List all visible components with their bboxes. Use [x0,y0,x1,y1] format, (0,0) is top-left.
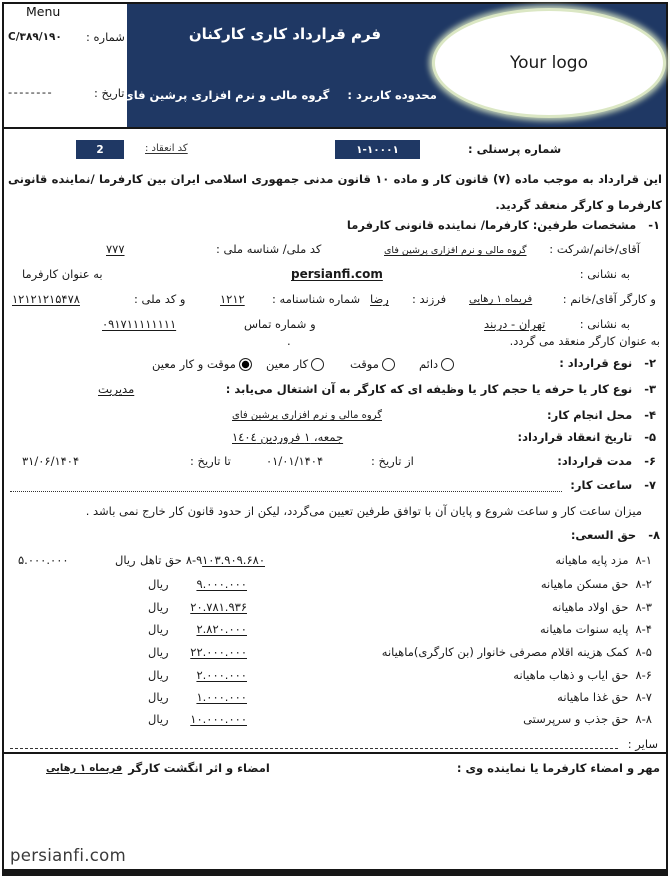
salary-item [513,668,652,682]
radio-option-daem[interactable] [419,357,454,371]
hours-note: میزان ساعت کار و ساعت شروع و پایان آن با توافق طرفین تعیین می‌گردد، لیکن از حدود قانون کار خارج نمی باشد . [85,504,642,518]
salary-amount: ۹.۰۰۰.۰۰۰ [196,577,247,591]
phone-label: و شماره تماس [244,317,316,331]
section6-row [4,454,666,472]
radio-icon[interactable] [382,358,395,371]
section5-number: ۵- [644,430,656,444]
section2-title: نوع قرارداد : [559,356,633,370]
radio-option-kar-moayyan[interactable] [266,357,324,371]
salary-item-label: پایه سنوات ماهیانه [539,622,629,636]
section2-row [4,356,666,374]
stray-period: . [287,334,291,348]
salary-item-number: ۸-۶ [635,668,652,682]
logo-text: Your logo [509,53,588,73]
section7-number: ۷- [644,478,656,492]
salary-item-number: ۸-۸ [635,712,652,726]
salary-amount: ۲.۰۰۰.۰۰۰ [196,668,247,682]
section5-heading [517,430,656,444]
to-date-label: تا تاریخ : [190,454,231,468]
intro-paragraph: این قرارداد به موجب ماده (۷) قانون کار و ماده ۱۰ قانون مدنی جمهوری اسلامی ایران بین کارفرما /نماینده قانونی کارفرما و کارگر منعقد گردید. [8,172,663,212]
radio-label: موقت و کار معین [152,357,236,371]
section6-heading [557,454,656,468]
section3-row [4,382,666,400]
salary-item [541,577,652,591]
salary-item-number: ۸-۱ [635,553,652,567]
radio-label: دائم [419,357,439,371]
personnel-number-label: شماره پرسنلی : [468,142,562,156]
doc-number-value: C/۳۸۹/۱۹۰ [8,31,62,43]
salary-item [555,553,652,567]
worker-address-value: تهران - دربند [484,317,546,331]
salary-row [4,645,666,663]
salary-item-label: حق مسکن ماهیانه [540,577,629,591]
doc-number-label: شماره : [86,30,125,44]
scope-value: گروه مالی و نرم افزاری پرشین فای [123,88,330,102]
from-date-value: ۰۱/۰۱/۱۴۰۴ [266,454,324,468]
phone-value: ۰۹۱۷۱۱۱۱۱۱۱۱ [102,317,177,331]
section5-row [4,430,666,448]
salary-amount: ۱۰.۰۰۰.۰۰۰ [190,712,247,726]
watermark-text: persianfi.com [10,846,126,865]
salary-item [552,600,652,614]
marriage-allowance-amount: ۵.۰۰۰.۰۰۰ [18,553,69,567]
father-value: رضا [370,292,389,306]
salary-item-number: ۸-۲ [635,577,652,591]
doc-date-label: تاریخ : [94,86,125,100]
section1-title: مشخصات طرفین: کارفرما/ نماینده قانونی کارفرما [346,218,637,232]
conclusion-code-label: کد انعقاد : [145,143,188,154]
salary-amount: ۲۲.۰۰۰.۰۰۰ [190,645,247,659]
employer-address-value: persianfi.com [291,267,383,281]
from-date-label: از تاریخ : [371,454,414,468]
salary-row [4,577,666,595]
section2-heading [559,356,656,370]
worker-label: و کارگر آقای/خانم : [562,292,656,306]
worker-address-label: به نشانی : [579,317,630,331]
salary-item-label: مزد پایه ماهیانه [555,553,629,567]
as-employer-text: به عنوان کارفرما [22,267,103,281]
marriage-allowance-number: ۸-۹ [185,553,203,567]
salary-amount: ۱۰۳.۹۰۹.۶۸۰ [202,553,265,567]
section1-number: ۱- [648,218,660,232]
job-type-value: مدیریت [98,382,135,396]
section6-title: مدت قرارداد: [557,454,633,468]
salary-row [4,668,666,686]
section4-row [4,408,666,426]
doc-date-value: -------- [8,85,54,99]
page-title: فرم قرارداد کاری کارکنان [188,25,382,43]
header-divider [2,127,668,129]
worker-signature [46,761,270,775]
section3-heading [226,382,656,396]
salary-item-number: ۸-۷ [635,690,652,704]
section2-number: ۲- [644,356,656,370]
worker-name-value: فریماه ۱ رهایی [469,294,533,305]
salary-item [540,622,652,636]
salary-amount: ۱.۰۰۰.۰۰۰ [196,690,247,704]
party-row-company [4,242,666,260]
work-place-value: گروه مالی و نرم افزاری پرشین فای [232,410,382,421]
salary-item [557,690,652,704]
currency-label: ریال [148,577,169,591]
salary-item-number: ۸-۴ [635,622,652,636]
salary-row [4,622,666,640]
section7-row [4,478,666,496]
currency-label: ریال [115,553,136,567]
national-id-value: ۷۷۷ [106,242,125,256]
conclusion-code-badge: 2 [76,140,124,159]
salary-item-label: حق اولاد ماهیانه [551,600,629,614]
currency-label: ریال [148,668,169,682]
salary-amount: ۲۰.۷۸۱.۹۳۶ [190,600,247,614]
party-row-worker-address [4,317,666,335]
birth-cert-label: شماره شناسنامه : [272,292,361,306]
salary-row [4,553,666,571]
marriage-allowance-label: حق تاهل [140,553,182,567]
salary-item [523,712,652,726]
section7-heading [570,478,656,492]
section4-title: محل انجام کار: [546,408,633,422]
party-row-address [4,267,666,285]
section5-title: تاریخ انعقاد قرارداد: [517,430,633,444]
father-label: فرزند : [412,292,447,306]
menu-button[interactable]: Menu [26,4,61,19]
employer-signature-label: مهر و امضاء کارفرما یا نماینده وی : [456,761,660,775]
birth-cert-value: ۱۲۱۲ [220,292,245,306]
conclusion-date-value: جمعه، ١ فروردین ١٤٠٤ [232,430,344,444]
section7-title: ساعت کار: [570,478,633,492]
other-label: سایر : [627,737,658,751]
section3-title: نوع کار یا حرفه یا حجم کار یا وظیفه ای که کارگر به آن اشتغال می‌یابد : [225,382,633,396]
company-label: آقای/خانم/شرکت : [549,242,640,256]
salary-row [4,690,666,708]
footer-divider [2,752,668,754]
personnel-number-badge: ۱-۱۰۰۰۱ [335,140,420,159]
radio-icon[interactable] [311,358,324,371]
section8-title: حق السعی: [570,528,637,542]
currency-label: ریال [148,600,169,614]
section1-heading [347,218,660,232]
salary-item-label: حق غذا ماهیانه [557,690,629,704]
section4-heading [547,408,656,422]
section6-number: ۶- [644,454,656,468]
salary-item-number: ۸-۳ [635,600,652,614]
salary-item-label: حق ایاب و ذهاب ماهیانه [513,668,629,682]
currency-label: ریال [148,712,169,726]
section3-number: ۳- [644,382,656,396]
company-value: گروه مالی و نرم افزاری پرشین فای [384,245,527,256]
radio-label: کار معین [266,357,309,371]
marriage-allowance-item [140,553,202,567]
scope-label: محدوده کاربرد : [347,88,437,102]
party-row-worker [4,292,666,310]
salary-item-label: حق جذب و سرپرستی [523,712,629,726]
national-id-label: کد ملی/ شناسه ملی : [216,242,322,256]
radio-option-movaghat-kar-moayyan[interactable] [152,357,252,371]
section8-heading [571,528,660,542]
salary-amount: ۲.۸۲۰.۰۰۰ [196,622,247,636]
to-date-value: ۳۱/۰۶/۱۴۰۴ [22,454,80,468]
worker-signature-label: امضاء و اثر انگشت کارگر [128,761,270,775]
radio-checked-icon[interactable] [239,358,252,371]
radio-option-movaghat[interactable] [350,357,395,371]
other-dashed-line [10,737,618,749]
currency-label: ریال [148,645,169,659]
currency-label: ریال [148,690,169,704]
worker-nid-label: و کد ملی : [134,292,186,306]
section8-number: ۸- [648,528,660,542]
employer-address-label: به نشانی : [579,267,630,281]
company-logo [432,8,666,118]
salary-item-number: ۸-۵ [635,645,652,659]
currency-label: ریال [148,622,169,636]
worker-signature-name: فریماه ۱ رهایی [46,762,123,774]
scope-row [123,88,437,102]
worker-nid-value: ۱۲۱۲۱۲۱۵۴۷۸ [12,292,80,306]
section4-number: ۴- [644,408,656,422]
salary-row [4,600,666,618]
salary-item [382,645,652,659]
radio-icon[interactable] [441,358,454,371]
salary-item-label: کمک هزینه اقلام مصرفی خانوار (بن کارگری)ماهیانه [381,645,629,659]
hours-dotted-line [10,479,562,492]
salary-row [4,712,666,730]
as-worker-text: به عنوان کارگر منعقد می گردد. [509,334,660,348]
radio-label: موقت [350,357,379,371]
